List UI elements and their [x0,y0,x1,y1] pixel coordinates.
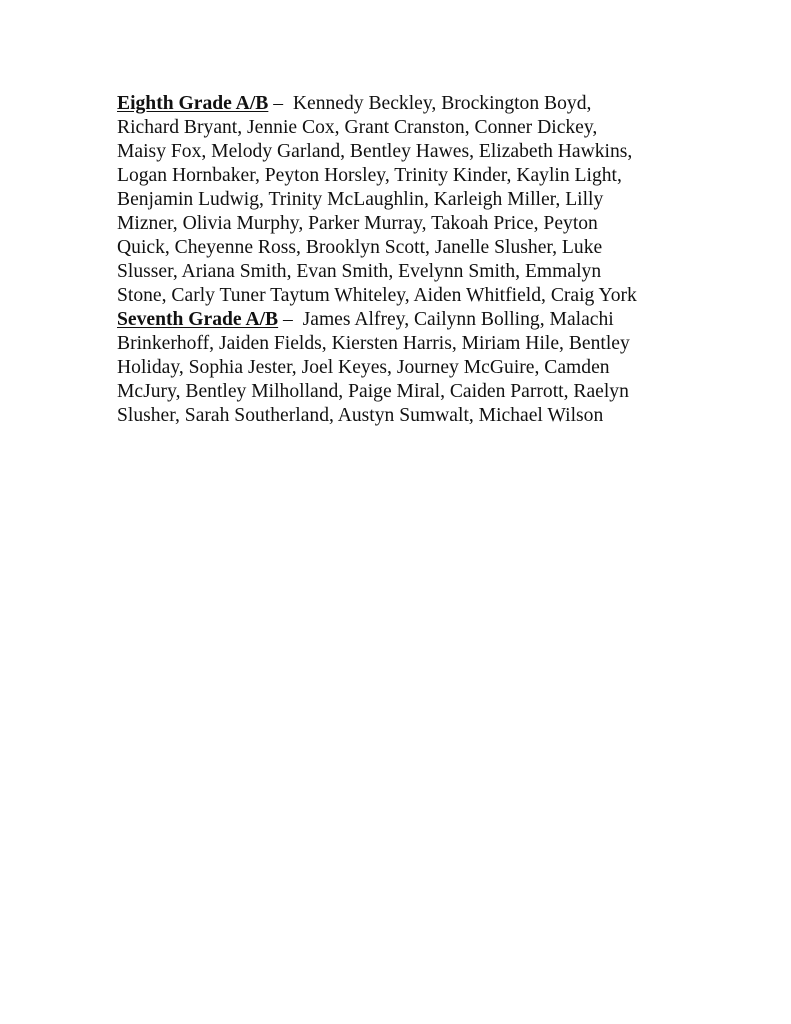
name-list-line: Benjamin Ludwig, Trinity McLaughlin, Karleigh Miller, Lilly [117,189,604,210]
name-list-line: Kennedy Beckley, Brockington Boyd, [292,93,592,114]
name-list-line: Slusser, Ariana Smith, Evan Smith, Evelynn Smith, Emmalyn [117,261,602,282]
section-heading-seventh-grade: Seventh Grade A/B [117,309,279,330]
section-seventh-line-1 [117,308,717,332]
name-list-line: Mizner, Olivia Murphy, Parker Murray, Takoah Price, Peyton [117,213,598,234]
name-list-line: James Alfrey, Cailynn Bolling, Malachi [302,309,614,330]
section-separator: – [278,309,303,330]
name-list-line: Quick, Cheyenne Ross, Brooklyn Scott, Janelle Slusher, Luke [117,237,603,258]
name-list-line: Slusher, Sarah Southerland, Austyn Sumwalt, Michael Wilson [117,405,604,426]
honor-roll-text [117,92,717,428]
section-heading-eighth-grade: Eighth Grade A/B [117,93,269,114]
name-list-line: Richard Bryant, Jennie Cox, Grant Cranston, Conner Dickey, [117,117,598,138]
name-list-line: McJury, Bentley Milholland, Paige Miral, Caiden Parrott, Raelyn [117,381,629,402]
section-separator: – [268,93,293,114]
name-list-line: Holiday, Sophia Jester, Joel Keyes, Journey McGuire, Camden [117,357,610,378]
name-list-line: Stone, Carly Tuner Taytum Whiteley, Aiden Whitfield, Craig York [117,285,637,306]
name-list-line: Maisy Fox, Melody Garland, Bentley Hawes, Elizabeth Hawkins, [117,141,633,162]
section-eighth-line-1 [117,92,717,116]
name-list-line: Logan Hornbaker, Peyton Horsley, Trinity Kinder, Kaylin Light, [117,165,622,186]
name-list-line: Brinkerhoff, Jaiden Fields, Kiersten Harris, Miriam Hile, Bentley [117,333,630,354]
